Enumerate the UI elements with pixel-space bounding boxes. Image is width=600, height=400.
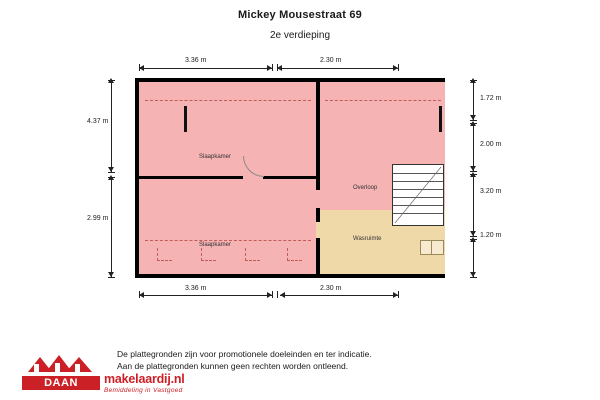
- dim-right-2-cap-top: [470, 123, 477, 124]
- dim-left-upper-line: [111, 80, 112, 172]
- room-label-overloop: Overloop: [353, 185, 378, 191]
- page-subtitle: 2e verdieping: [269, 30, 331, 41]
- dim-top-left-line: [139, 68, 272, 69]
- dim-right-4-label: 1.20 m: [480, 232, 502, 239]
- company-logo[interactable]: [22, 344, 100, 390]
- interior-wall-stub: [279, 176, 320, 179]
- disclaimer-line-2: Aan de plattegronden kunnen geen rechten worden ontleend.: [117, 361, 349, 371]
- dim-bottom-right-cap-start: [277, 291, 278, 298]
- dim-bottom-right-line: [280, 295, 398, 296]
- dim-top-left-cap-start: [139, 64, 140, 71]
- knee-wall-line-right: [325, 100, 441, 101]
- stair-direction-icon: [393, 165, 443, 225]
- page-title: Mickey Mousestraat 69: [237, 9, 363, 21]
- knee-wall-tick: [287, 248, 302, 261]
- dim-left-lower-label: 2.99 m: [87, 215, 109, 222]
- dim-bottom-left-line: [139, 295, 272, 296]
- appliance-dryer-icon: [431, 240, 444, 255]
- dim-right-2-line: [473, 123, 474, 171]
- dim-bottom-left-cap-end: [272, 291, 273, 298]
- dim-right-4-cap-bottom: [470, 277, 477, 278]
- dim-left-lower-cap-top: [108, 177, 115, 178]
- door-swing-arc-icon: [243, 156, 264, 177]
- dim-left-lower-line: [111, 177, 112, 277]
- door-opening-laundry: [316, 222, 321, 238]
- disclaimer-line-1: De plattegronden zijn voor promotionele doeleinden en ter indicatie.: [117, 349, 372, 359]
- staircase: [392, 164, 444, 226]
- door-opening-landing-upper: [316, 190, 321, 208]
- dim-top-left-cap-end: [272, 64, 273, 71]
- dim-right-2-label: 2.00 m: [480, 141, 502, 148]
- dim-right-1-cap-top: [470, 80, 477, 81]
- brand-tagline: Bemiddeling in Vastgoed: [104, 387, 183, 394]
- dim-right-4-cap-top: [470, 239, 477, 240]
- dim-left-upper-label: 4.37 m: [87, 118, 109, 125]
- room-label-slaapkamer-2: Slaapkamer: [199, 242, 232, 248]
- dim-bottom-left-label: 3.36 m: [185, 285, 207, 292]
- disclaimer-text: [117, 348, 567, 372]
- dim-left-upper-cap-top: [108, 80, 115, 81]
- room-label-slaapkamer-1: Slaapkamer: [199, 154, 232, 160]
- knee-wall-line-top: [145, 100, 311, 101]
- brand-block[interactable]: [104, 372, 185, 394]
- room-label-wasruimte: Wasruimte: [353, 236, 382, 242]
- dim-bottom-right-label: 2.30 m: [320, 285, 342, 292]
- knee-wall-line-bottom: [145, 240, 311, 241]
- dim-bottom-right-arrow-start: [280, 292, 285, 298]
- dim-bottom-right-cap-end: [398, 291, 399, 298]
- brand-name: makelaardij.nl: [104, 372, 185, 386]
- dim-bottom-left-cap-start: [139, 291, 140, 298]
- dim-left-upper-cap-bottom: [108, 172, 115, 173]
- knee-wall-tick: [157, 248, 172, 261]
- dim-right-1-label: 1.72 m: [480, 95, 502, 102]
- dim-top-right-label: 2.30 m: [320, 57, 342, 64]
- dim-right-3-label: 3.20 m: [480, 188, 502, 195]
- dim-right-1-line: [473, 80, 474, 120]
- dim-top-right-line: [277, 68, 398, 69]
- dim-left-lower-cap-bottom: [108, 277, 115, 278]
- window-right-icon: [439, 106, 442, 132]
- dim-right-3-cap-top: [470, 174, 477, 175]
- dim-top-right-cap-end: [398, 64, 399, 71]
- dim-right-3-line: [473, 174, 474, 236]
- house-roofs-logo-icon: [22, 344, 100, 378]
- window-left-icon: [184, 106, 187, 132]
- logo-wordmark: DAAN: [44, 377, 78, 389]
- knee-wall-tick: [245, 248, 260, 261]
- dim-top-left-label: 3.36 m: [185, 57, 207, 64]
- knee-wall-tick: [201, 248, 216, 261]
- exterior-walls: [135, 78, 445, 278]
- floorplan-drawing: [87, 57, 505, 310]
- dim-top-right-cap-start: [277, 64, 278, 71]
